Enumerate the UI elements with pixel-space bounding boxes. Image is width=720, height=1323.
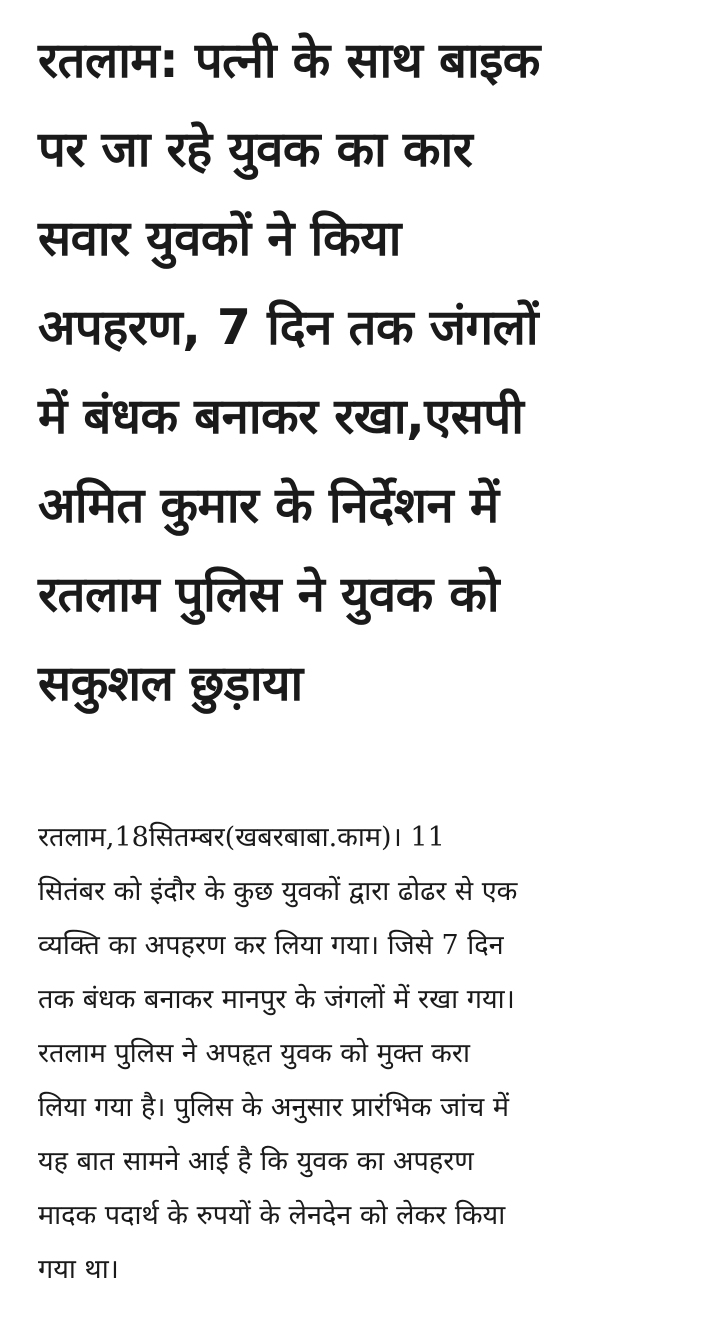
article-body: रतलाम,18सितम्बर(खबरबाबा.काम)। 11 सितंबर को इंदौर के कुछ युवकों द्वारा ढोढर से एक व्यक्ति का अपहरण कर लिया गया। जिसे 7 दिन तक बंधक बनाकर मानपुर के जंगलों में रखा गया। रतलाम पुलिस ने अपहृत युवक को मुक्त करा लिया गया है। पुलिस के अनुसार प्रारंभिक जांच में यह बात सामने आई है कि युवक का अपहरण मादक पदार्थ के रुपयों के लेनदेन को लेकर किया गया था। bbox=[38, 822, 518, 1285]
article-headline: रतलाम: पत्नी के साथ बाइक पर जा रहे युवक का कार सवार युवकों ने किया अपहरण, 7 दिन तक जंगलों में बंधक बनाकर रखा,एसपी अमित कुमार के निर्देशन में रतलाम पुलिस ने युवक को सकुशल छुड़ाया bbox=[38, 32, 540, 712]
news-article bbox=[38, 16, 688, 1285]
